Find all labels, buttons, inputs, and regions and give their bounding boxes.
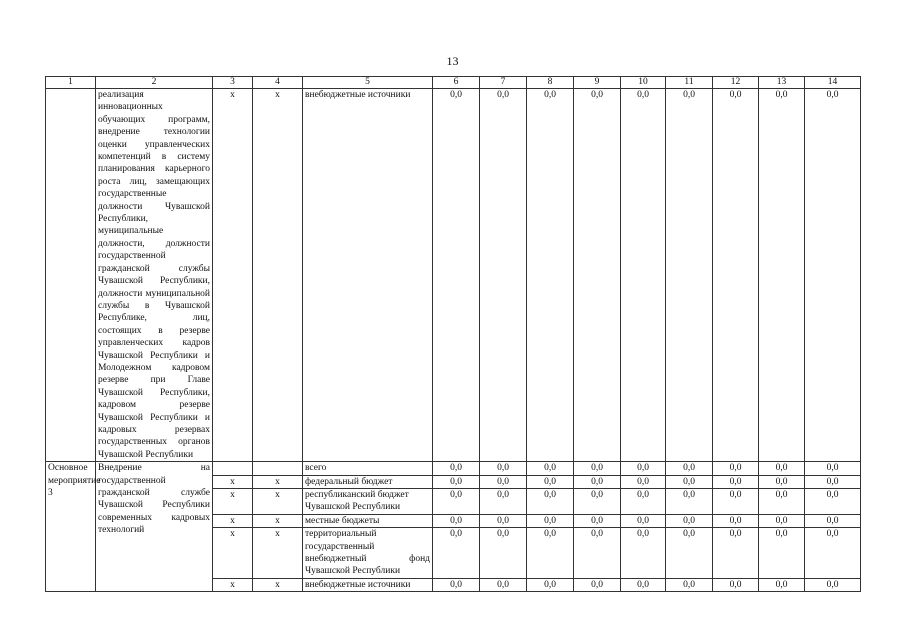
value-cell: 0,0 <box>480 528 527 579</box>
value-cell: 0,0 <box>480 462 527 475</box>
funding-source: территориальный государственный внебюджетный фонд Чувашской Республики <box>303 528 433 579</box>
value-cell: 0,0 <box>666 462 713 475</box>
value-cell: 0,0 <box>759 578 805 591</box>
code-cell: х <box>253 489 303 515</box>
column-header: 10 <box>621 77 666 89</box>
code-cell: х <box>213 89 253 462</box>
value-cell: 0,0 <box>621 475 666 488</box>
value-cell: 0,0 <box>433 528 480 579</box>
value-cell: 0,0 <box>574 89 621 462</box>
funding-source: внебюджетные источники <box>303 89 433 462</box>
code-cell: х <box>253 475 303 488</box>
value-cell: 0,0 <box>574 489 621 515</box>
value-cell: 0,0 <box>433 475 480 488</box>
value-cell: 0,0 <box>666 475 713 488</box>
funding-source: всего <box>303 462 433 475</box>
value-cell: 0,0 <box>621 514 666 527</box>
funding-source: местные бюджеты <box>303 514 433 527</box>
value-cell: 0,0 <box>666 514 713 527</box>
column-header: 7 <box>480 77 527 89</box>
value-cell: 0,0 <box>621 578 666 591</box>
value-cell: 0,0 <box>527 462 574 475</box>
value-cell: 0,0 <box>713 514 759 527</box>
value-cell: 0,0 <box>527 578 574 591</box>
value-cell: 0,0 <box>621 528 666 579</box>
activity-description: Внедрение на государственной гражданской службе Чувашской Республики современных кадровых технологий <box>96 462 213 592</box>
value-cell: 0,0 <box>713 89 759 462</box>
value-cell: 0,0 <box>527 514 574 527</box>
value-cell: 0,0 <box>480 489 527 515</box>
value-cell: 0,0 <box>759 462 805 475</box>
value-cell: 0,0 <box>621 489 666 515</box>
value-cell: 0,0 <box>527 89 574 462</box>
table-row <box>46 89 861 462</box>
value-cell: 0,0 <box>805 578 861 591</box>
column-header: 8 <box>527 77 574 89</box>
funding-source: республиканский бюджет Чувашской Республики <box>303 489 433 515</box>
value-cell: 0,0 <box>666 89 713 462</box>
column-header: 5 <box>303 77 433 89</box>
value-cell: 0,0 <box>666 578 713 591</box>
column-header: 1 <box>46 77 96 89</box>
value-cell: 0,0 <box>574 462 621 475</box>
value-cell: 0,0 <box>574 475 621 488</box>
value-cell: 0,0 <box>527 489 574 515</box>
value-cell: 0,0 <box>433 462 480 475</box>
column-header: 14 <box>805 77 861 89</box>
value-cell: 0,0 <box>480 578 527 591</box>
value-cell: 0,0 <box>805 514 861 527</box>
value-cell: 0,0 <box>480 514 527 527</box>
value-cell: 0,0 <box>480 89 527 462</box>
value-cell: 0,0 <box>713 475 759 488</box>
value-cell: 0,0 <box>713 489 759 515</box>
column-header: 12 <box>713 77 759 89</box>
code-cell: х <box>213 489 253 515</box>
column-header: 9 <box>574 77 621 89</box>
code-cell: х <box>213 475 253 488</box>
value-cell: 0,0 <box>666 528 713 579</box>
value-cell: 0,0 <box>713 462 759 475</box>
code-cell: х <box>213 514 253 527</box>
column-header: 2 <box>96 77 213 89</box>
header-row <box>46 77 861 89</box>
value-cell: 0,0 <box>805 528 861 579</box>
value-cell: 0,0 <box>480 475 527 488</box>
value-cell: 0,0 <box>433 514 480 527</box>
value-cell: 0,0 <box>759 489 805 515</box>
value-cell: 0,0 <box>759 89 805 462</box>
value-cell: 0,0 <box>527 475 574 488</box>
page-number: 13 <box>446 54 459 68</box>
value-cell: 0,0 <box>574 528 621 579</box>
column-header: 6 <box>433 77 480 89</box>
value-cell: 0,0 <box>433 578 480 591</box>
value-cell: 0,0 <box>433 89 480 462</box>
column-header: 3 <box>213 77 253 89</box>
value-cell: 0,0 <box>759 528 805 579</box>
code-cell: х <box>253 89 303 462</box>
value-cell: 0,0 <box>805 475 861 488</box>
column-header: 11 <box>666 77 713 89</box>
budget-table <box>45 76 861 592</box>
value-cell: 0,0 <box>433 489 480 515</box>
value-cell: 0,0 <box>713 578 759 591</box>
code-cell: х <box>213 578 253 591</box>
table-row <box>46 462 861 475</box>
value-cell: 0,0 <box>527 528 574 579</box>
status-cell <box>46 89 96 462</box>
activity-description: реализация инновационных обучающих программ, внедрение технологии оценки управленческих компетенций в систему планирования карьерного роста лиц, замещающих государственные должности Чувашской Республики, муниципальные должности, должности государственной гражданской службы Чувашской Республики, должности муниципальной службы в Чувашской Республике, лиц, состоящих в резерве управленческих кадров Чувашской Республики и Молодежном кадровом резерве при Главе Чувашской Республики, кадровом резерве Чувашской Республики и кадровых резервах государственных органов Чувашской Республики <box>96 89 213 462</box>
column-header: 4 <box>253 77 303 89</box>
value-cell: 0,0 <box>759 475 805 488</box>
code-cell: х <box>253 528 303 579</box>
value-cell: 0,0 <box>621 462 666 475</box>
code-cell: х <box>253 578 303 591</box>
value-cell: 0,0 <box>574 514 621 527</box>
funding-source: федеральный бюджет <box>303 475 433 488</box>
value-cell: 0,0 <box>805 489 861 515</box>
value-cell: 0,0 <box>805 89 861 462</box>
code-cell <box>253 462 303 475</box>
value-cell: 0,0 <box>713 528 759 579</box>
value-cell: 0,0 <box>666 489 713 515</box>
code-cell: х <box>253 514 303 527</box>
code-cell <box>213 462 253 475</box>
value-cell: 0,0 <box>574 578 621 591</box>
value-cell: 0,0 <box>759 514 805 527</box>
status-cell: Основное мероприятие 3 <box>46 462 96 592</box>
code-cell: х <box>213 528 253 579</box>
value-cell: 0,0 <box>621 89 666 462</box>
value-cell: 0,0 <box>805 462 861 475</box>
funding-source: внебюджетные источники <box>303 578 433 591</box>
column-header: 13 <box>759 77 805 89</box>
